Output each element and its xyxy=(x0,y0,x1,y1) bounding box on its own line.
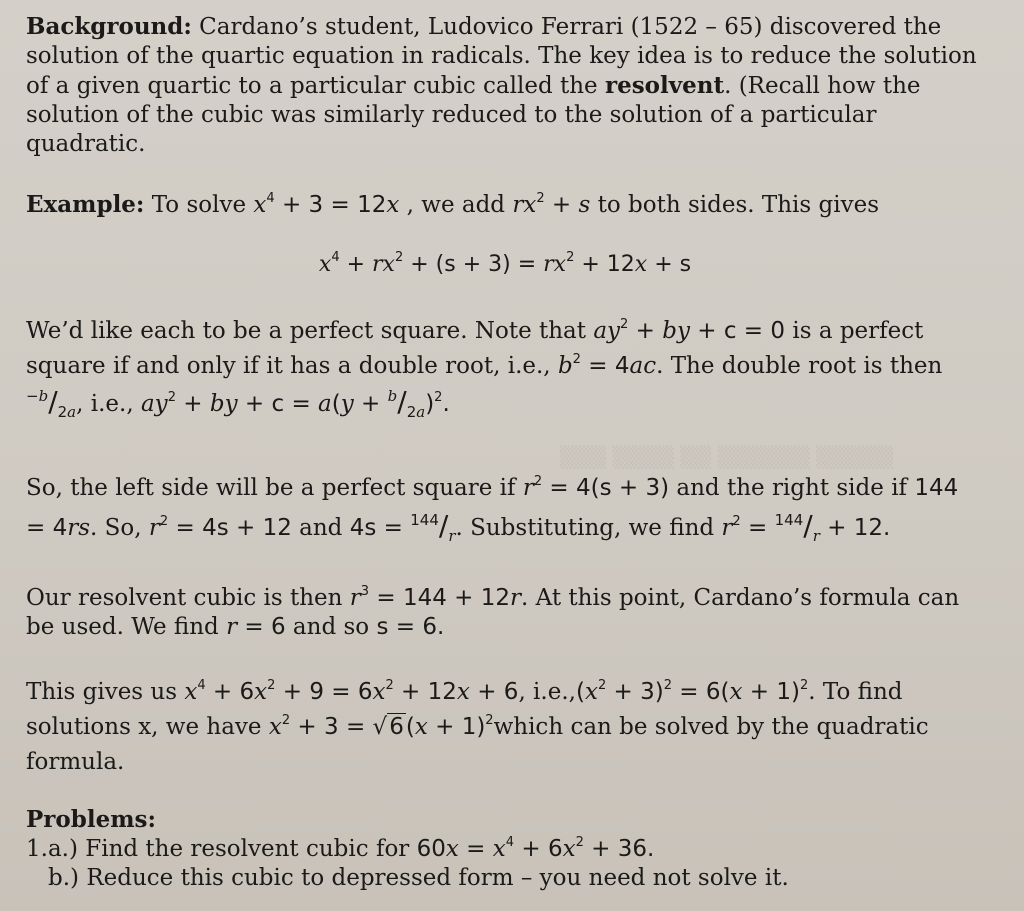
equation-substituted: $r^2 = ^{144}/_r + 12$. xyxy=(721,509,891,545)
problems-section xyxy=(26,805,984,893)
equation-s6: s = 6. xyxy=(376,614,445,640)
perfect-square-text: . The double root is then xyxy=(656,353,943,379)
equation-quartic: $x^4 + 3 = 12x$ xyxy=(253,191,400,218)
left-side-paragraph xyxy=(26,470,984,547)
resolvent-text: and so xyxy=(285,614,377,640)
resolvent-text: Our resolvent cubic is then xyxy=(26,585,350,611)
displayed-equation: $x^4 + rx^2 + (s + 3) = rx^2 + 12x + s$ xyxy=(318,250,692,277)
example-text: , we add xyxy=(399,192,513,218)
example-heading: Example: xyxy=(26,191,145,218)
this-gives-paragraph xyxy=(26,675,984,780)
equation-double-root: $^{-b}/_{2a}$ xyxy=(26,385,77,421)
left-side-text: . So, xyxy=(90,515,149,541)
resolvent-term: resolvent xyxy=(604,72,725,99)
equation-cubic: $r^3 = 144 + 12r$ xyxy=(349,584,522,611)
example-text: To solve xyxy=(144,192,254,218)
equation-r-squared: $r^2 = 4(s + 3)$ xyxy=(522,474,670,501)
this-gives-text: . To find solutions x, we have xyxy=(26,679,903,740)
perfect-square-text: is a perfect square if and only if it has a double root, i.e., xyxy=(26,318,924,379)
this-gives-text: , i.e., xyxy=(518,679,576,705)
perfect-square-text: , i.e., xyxy=(76,391,141,417)
example-paragraph xyxy=(26,190,984,220)
left-side-text: So, the left side will be a perfect square if xyxy=(26,475,523,501)
equation-r-squared-2: $r^2 = 4s + 12$ xyxy=(148,514,292,541)
background-text-end: . (Recall how the solution of the cubic was similarly reduced to the solution of a particular quadratic. xyxy=(26,73,921,157)
problem-1a xyxy=(26,835,984,864)
this-gives-text: which can be solved by the quadratic formula. xyxy=(26,714,929,775)
example-text: to both sides. This gives xyxy=(590,192,879,218)
equation-squares: $(x^2 + 3)^2 = 6(x + 1)^2$ xyxy=(575,678,809,705)
problem-1b: b.) Reduce this cubic to depressed form – you need not solve it. xyxy=(48,865,789,891)
background-paragraph xyxy=(26,12,984,159)
background-text: Cardano’s student, Ludovico Ferrari (1522 – 65) discovered the solution of the quartic equation in radicals. The key idea is to reduce the solution of a given quartic to a particular cubic called the xyxy=(26,14,977,99)
equation-r6: r = 6 xyxy=(226,614,286,640)
equation-expanded: $x^4 + 6x^2 + 9 = 6x^2 + 12x + 6$ xyxy=(184,678,519,705)
problem-1a-text: 1.a.) Find the resolvent cubic for xyxy=(26,836,417,862)
equation-144: 144 = 4rs xyxy=(26,475,959,541)
equation-completed-square: $ay^2$ + by + $c = a(y + ^b/_{2a})^2$. xyxy=(140,385,450,421)
perfect-square-text: We’d like each to be a perfect square. Note that xyxy=(26,318,594,344)
bleed-through-text: ▒▒▒ ▒▒▒▒ ▒▒ ▒▒▒▒▒▒ ▒▒▒▒▒ xyxy=(560,445,894,469)
equation-discriminant: $b^2 = 4ac$ xyxy=(557,352,657,379)
equation-quadratic: $ay^2$ + by + c = 0 xyxy=(593,317,786,344)
left-side-text: and the right side if xyxy=(669,475,915,501)
left-side-text: and xyxy=(291,515,350,541)
background-heading: Background: xyxy=(26,13,192,40)
equation-4s: $4s = ^{144}/_r$ xyxy=(349,509,456,545)
perfect-square-paragraph xyxy=(26,314,984,422)
resolvent-text: . At this point, Cardano’s formula can be used. We find xyxy=(26,585,960,640)
problems-heading: Problems: xyxy=(26,806,156,833)
equation-problem: $60x = x^4 + 6x^2 + 36$. xyxy=(416,835,655,862)
left-side-text: . Substituting, we find xyxy=(455,515,722,541)
resolvent-cubic-paragraph xyxy=(26,584,984,642)
equation-sqrt: $x^2 + 3 = √6(x + 1)^2$ xyxy=(268,713,494,740)
this-gives-text: This gives us xyxy=(26,679,185,705)
equation-added-term: $rx^2 + s$ xyxy=(512,191,591,218)
